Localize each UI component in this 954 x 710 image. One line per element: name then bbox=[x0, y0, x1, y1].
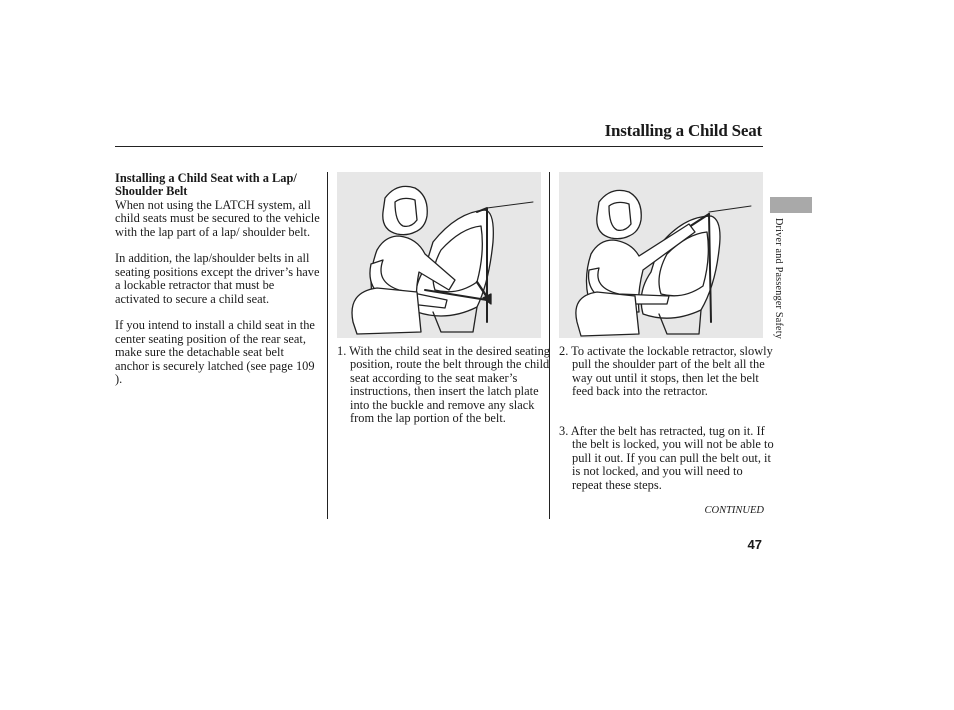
intro-paragraph-2: In addition, the lap/shoulder belts in all seating positions except the driver’s have a lockable retractor that must be activated to secure a child seat. bbox=[115, 251, 320, 306]
person-installing-seat-illustration bbox=[337, 172, 541, 338]
illustration-pull-belt bbox=[559, 172, 763, 338]
page-number: 47 bbox=[747, 537, 762, 552]
step-1: 1. With the child seat in the desired seating position, route the belt through the child seat according to the seat maker’s instructions, then insert the latch plate into the buckle and remove any slack from the lap portion of the belt. bbox=[337, 344, 550, 426]
column-divider-1 bbox=[327, 172, 328, 519]
continued-label: CONTINUED bbox=[704, 505, 764, 516]
step-2: 2. To activate the lockable retractor, slowly pull the shoulder part of the belt all the way out until it stops, then let the belt feed back into the retractor. bbox=[559, 344, 773, 399]
step-3: 3. After the belt has retracted, tug on it. If the belt is locked, you will not be able to pull it out. If you can pull the belt out, it is not locked, and you will need to repeat these steps. bbox=[559, 424, 774, 492]
person-pulling-belt-illustration bbox=[559, 172, 763, 338]
header-rule bbox=[115, 146, 763, 147]
page-header-title: Installing a Child Seat bbox=[604, 121, 762, 140]
intro-paragraph-1: When not using the LATCH system, all child seats must be secured to the vehicle with the lap part of a lap/ shoulder belt. bbox=[115, 197, 320, 239]
section-tab-marker bbox=[770, 197, 812, 213]
intro-subheading: Installing a Child Seat with a Lap/ Shoulder Belt bbox=[115, 171, 297, 199]
section-side-label: Driver and Passenger Safety bbox=[773, 218, 784, 340]
intro-paragraph-3: If you intend to install a child seat in the center seating position of the rear seat, make sure the detachable seat belt anchor is securely latched (see page 109 ). bbox=[115, 318, 315, 387]
intro-column bbox=[115, 172, 320, 400]
illustration-route-belt bbox=[337, 172, 541, 338]
